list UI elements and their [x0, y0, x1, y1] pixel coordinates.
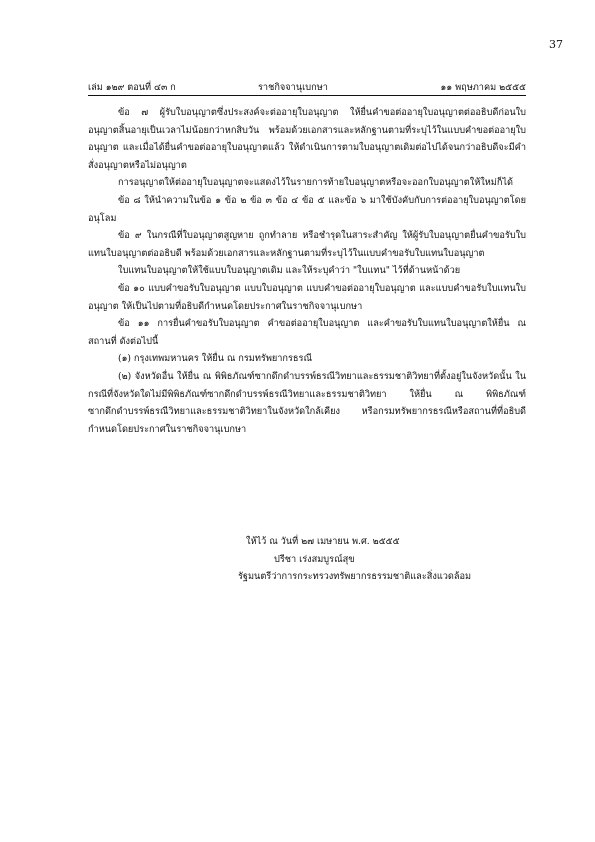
clause-7-note: การอนุญาตให้ต่ออายุใบอนุญาตจะแสดงไว้ในรายการท้ายใบอนุญาตหรือจะออกใบอนุญาตให้ใหม่ก็ได้: [118, 177, 513, 189]
clause-9-note: ใบแทนใบอนุญาตให้ใช้แบบใบอนุญาตเดิม และให้ระบุคำว่า "ใบแทน" ไว้ที่ด้านหน้าด้วย: [118, 265, 461, 277]
clause-7: ข้อ ๗ ผู้รับใบอนุญาตซึ่งประสงค์จะต่ออายุใบอนุญาต ให้ยื่นคำขอต่ออายุใบอนุญาตต่ออธิบดีก่อนใบอนุญาตสิ้นอายุเป็นเวลาไม่น้อยกว่าหกสิบวัน พร้อมด้วยเอกสารและหลักฐานตามที่ระบุไว้ในแบบคำขอต่ออายุใบอนุญาต และเมื่อได้ยื่นคำขอต่ออายุใบอนุญาตแล้ว ให้ดำเนินการตามใบอนุญาตเดิมต่อไปได้จนกว่าอธิบดีจะมีคำสั่งอนุญาตหรือไม่อนุญาต: [88, 107, 526, 171]
clause-11-item-2: (๒) จังหวัดอื่น ให้ยื่น ณ พิพิธภัณฑ์ซากดึกดำบรรพ์ธรณีวิทยาและธรรมชาติวิทยาที่ตั้งอยู่ในจังหวัดนั้น ในกรณีที่จังหวัดใดไม่มีพิพิธภัณฑ์ซากดึกดำบรรพ์ธรณีวิทยาและธรรมชาติวิทยา ให้ยื่น ณ พิพิธภัณฑ์ซากดึกดำบรรพ์ธรณีวิทยาและธรรมชาติวิทยาในจังหวัดใกล้เคียง หรือกรมทรัพยากรธรณีหรือสถานที่ที่อธิบดีกำหนดโดยประกาศในราชกิจจานุเบกษา: [88, 370, 526, 435]
clause-9: ข้อ ๙ ในกรณีที่ใบอนุญาตสูญหาย ถูกทำลาย หรือชำรุดในสาระสำคัญ ให้ผู้รับใบอนุญาตยื่นคำขอรับใบแทนใบอนุญาตต่ออธิบดี พร้อมด้วยเอกสารและหลักฐานตามที่ระบุไว้ในแบบคำขอรับใบแทนใบอนุญาต: [88, 230, 526, 259]
signatory-name: ปรีชา เร่งสมบูรณ์สุข: [274, 553, 355, 565]
clause-8: ข้อ ๘ ให้นำความในข้อ ๑ ข้อ ๒ ข้อ ๓ ข้อ ๔ ข้อ ๕ และข้อ ๖ มาใช้บังคับกับการต่ออายุใบอนุญาตโดยอนุโลม: [88, 194, 526, 224]
clause-11: ข้อ ๑๑ การยื่นคำขอรับใบอนุญาต คำขอต่ออายุใบอนุญาต และคำขอรับใบแทนใบอนุญาตให้ยื่น ณ สถานที่ ดังต่อไปนี้: [88, 318, 526, 347]
header-volume-issue: เล่ม ๑๒๙ ตอนที่ ๔๓ ก: [88, 82, 176, 93]
signatory-title: รัฐมนตรีว่าการกระทรวงทรัพยากรธรรมชาติและสิ่งแวดล้อม: [238, 571, 472, 583]
signature-date: ให้ไว้ ณ วันที่ ๒๗ เมษายน พ.ศ. ๒๕๕๕: [246, 536, 400, 547]
document-body: [88, 104, 526, 438]
header-date: ๑๑ พฤษภาคม ๒๕๕๕: [440, 82, 526, 93]
signature-block: [238, 533, 528, 586]
gazette-header: [88, 80, 526, 94]
header-gazette-name: ราชกิจจานุเบกษา: [258, 82, 328, 93]
clause-11-item-1: (๑) กรุงเทพมหานคร ให้ยื่น ณ กรมทรัพยากรธรณี: [118, 353, 312, 365]
page-number: 37: [549, 38, 563, 51]
header-rule: [88, 95, 526, 96]
clause-10: ข้อ ๑๐ แบบคำขอรับใบอนุญาต แบบใบอนุญาต แบบคำขอต่ออายุใบอนุญาต และแบบคำขอรับใบแทนใบอนุญาต ให้เป็นไปตามที่อธิบดีกำหนดโดยประกาศในราชกิจจานุเบกษา: [88, 282, 526, 312]
